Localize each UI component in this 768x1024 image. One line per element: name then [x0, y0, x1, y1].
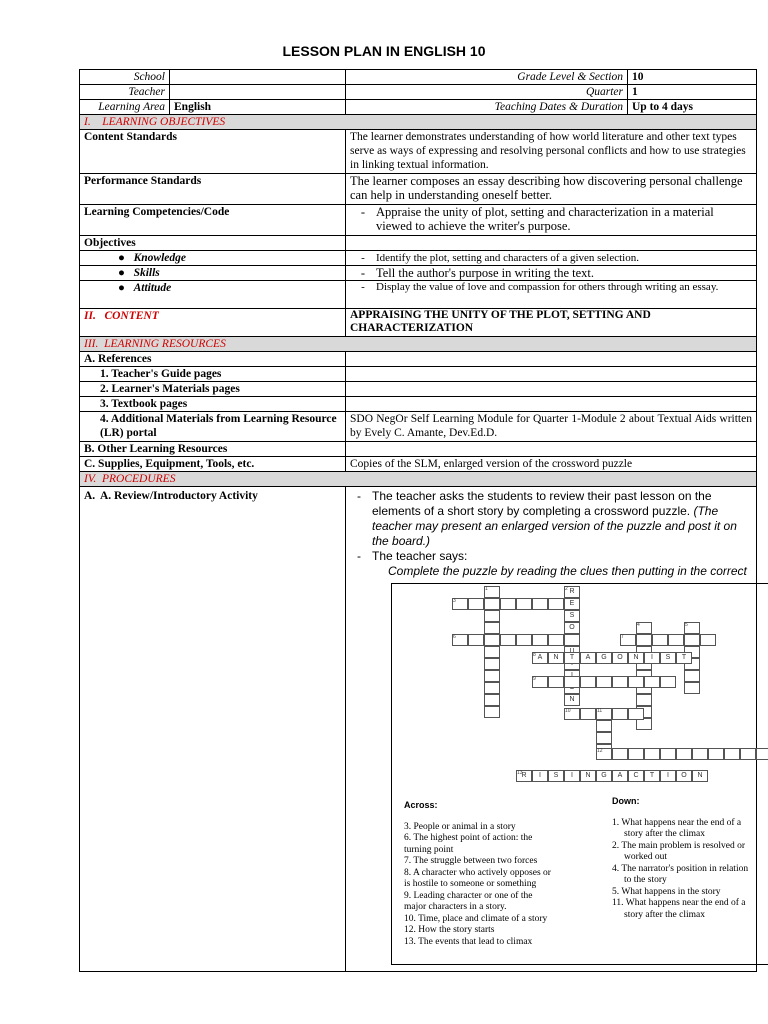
across-clue: 7. The struggle between two forces — [404, 856, 538, 866]
crossword-cell[interactable] — [684, 670, 700, 682]
crossword-cell[interactable] — [484, 694, 500, 706]
crossword-cell[interactable] — [700, 634, 716, 646]
crossword-cell[interactable] — [468, 634, 484, 646]
crossword-cell[interactable] — [740, 748, 756, 760]
crossword-cell[interactable]: G — [596, 652, 612, 664]
crossword-cell[interactable] — [564, 676, 580, 688]
attitude-label: Attitude — [133, 282, 172, 294]
down-clue: 4. The narrator's position in relation — [612, 863, 749, 874]
across-clue: 9. Leading character or one of the — [404, 890, 533, 901]
down-clue: story after the climax — [624, 829, 705, 839]
content-heading: II. CONTENT — [80, 309, 346, 337]
review-cell: - The teacher asks the students to review their past lesson on the elements of a short story by completing a crossword puzzle. (The teacher may present an enlarged version of the puzzle and post it on the board.) - The teacher says: Complete the puzzle by reading the clues then putting in the correct Across: 3. People or animal in a story 6. The highest point of action: the turning point 7. The struggle between two forces 8. A character who actively opposes or is hostile to someone or something 9. Leading character or one of the major characters in a story. 10. Time, place and climate of a story 12. How the story starts 13. The events that lead to climax Down: 1. What happens near the end of a story after the climax 2. The main problem is resolved or worked out 4. The narrator's position in relation to the story 5. What happens in the story 11. What happens near the end of a story after the climax 3 1 R E S O N 2 6 7 4 5 A N T A G O N I S T 8 9 10 11 12 R I S I N G A C T I O N 13 — [346, 487, 757, 972]
crossword-cell[interactable]: S — [564, 610, 580, 622]
crossword-cell[interactable] — [532, 598, 548, 610]
crossword-cell[interactable]: C — [628, 770, 644, 782]
crossword-cell[interactable] — [516, 634, 532, 646]
across-clue: 3. People or animal in a story — [404, 821, 516, 832]
area-value: English — [170, 100, 346, 115]
crossword-cell[interactable]: E — [564, 598, 580, 610]
crossword-cell[interactable]: N — [692, 770, 708, 782]
crossword-cell[interactable] — [484, 610, 500, 622]
down-heading: Down: — [612, 796, 640, 806]
crossword-cell[interactable]: N — [628, 652, 644, 664]
crossword-cell[interactable]: T — [676, 652, 692, 664]
crossword-cell[interactable]: I — [660, 770, 676, 782]
knowledge-cell: - Identify the plot, setting and characters of a given selection. — [346, 251, 757, 266]
clue-number: 8 — [533, 652, 536, 658]
across-clue: 10. Time, place and climate of a story — [404, 913, 548, 924]
knowledge-text: Identify the plot, setting and characters of a given selection. — [376, 252, 639, 264]
attitude-cell: - Display the value of love and compassion for others through writing an essay. — [346, 281, 757, 309]
crossword-cell[interactable]: O — [564, 622, 580, 634]
dates-value: Up to 4 days — [628, 100, 757, 115]
other-resources-label: B. Other Learning Resources — [80, 442, 346, 457]
across-clue: 13. The events that lead to climax — [404, 936, 533, 947]
crossword-cell[interactable]: R — [516, 770, 532, 782]
crossword-cell[interactable]: I — [532, 770, 548, 782]
puzzle-instruction: Complete the puzzle by reading the clues then putting in the correct — [388, 564, 747, 578]
clue-number: 11 — [597, 708, 603, 714]
clue-number: 9 — [533, 676, 536, 682]
crossword-cell[interactable]: G — [596, 770, 612, 782]
crossword-cell[interactable] — [628, 708, 644, 720]
clue-number: 3 — [453, 598, 456, 604]
crossword-cell[interactable]: O — [676, 770, 692, 782]
grade-value: 10 — [628, 70, 757, 85]
crossword-cell[interactable] — [484, 598, 500, 610]
across-clues — [404, 800, 604, 948]
crossword-cell[interactable] — [564, 634, 580, 646]
crossword-cell[interactable] — [644, 676, 660, 688]
crossword-cell[interactable] — [548, 676, 564, 688]
crossword-cell[interactable]: A — [532, 652, 548, 664]
crossword-cell[interactable] — [484, 658, 500, 670]
crossword-cell[interactable] — [484, 682, 500, 694]
crossword-cell[interactable] — [484, 646, 500, 658]
down-clue: 2. The main problem is resolved or — [612, 840, 746, 851]
clue-number: 4 — [637, 622, 640, 628]
performance-standards-text: The learner composes an essay describing how discovering personal challenge can help in understanding oneself better. — [346, 174, 757, 205]
crossword-cell[interactable] — [516, 598, 532, 610]
crossword-cell[interactable] — [612, 708, 628, 720]
lesson-plan-table — [79, 69, 757, 972]
down-clue: 5. What happens in the story — [612, 886, 721, 897]
crossword-cell[interactable] — [692, 748, 708, 760]
objectives-blank — [346, 236, 757, 251]
clue-number: 10 — [565, 708, 571, 714]
tb-label: 3. Textbook pages — [80, 397, 346, 412]
crossword-cell[interactable] — [660, 748, 676, 760]
page-title: LESSON PLAN IN ENGLISH 10 — [282, 43, 486, 59]
clue-number: 7 — [621, 634, 624, 640]
teacher-label: Teacher — [80, 85, 170, 100]
content-text: APPRAISING THE UNITY OF THE PLOT, SETTING AND CHARACTERIZATION — [346, 309, 757, 337]
crossword-cell[interactable]: A — [612, 770, 628, 782]
skills-label: Skills — [133, 267, 160, 279]
content-standards-text: The learner demonstrates understanding of how world literature and other text types serve as ways of expressing and resolving personal conflicts and how to use strategies in linking textual information. — [346, 130, 757, 174]
crossword-cell[interactable] — [580, 676, 596, 688]
attitude-text: Display the value of love and compassion for others through writing an essay. — [376, 281, 719, 293]
competencies-cell: - Appraise the unity of plot, setting and characterization in a material viewed to achieve the writer's purpose. — [346, 205, 757, 236]
crossword-cell[interactable] — [660, 676, 676, 688]
lm-blank — [346, 382, 757, 397]
clue-number: 12 — [597, 748, 603, 754]
lm-label: 2. Learner's Materials pages — [80, 382, 346, 397]
resources-heading: III. LEARNING RESOURCES — [80, 337, 757, 352]
content-standards-label: Content Standards — [80, 130, 346, 174]
crossword-puzzle — [391, 583, 768, 965]
crossword-cell[interactable] — [628, 748, 644, 760]
across-clue: is hostile to someone or something — [404, 879, 537, 889]
crossword-cell[interactable] — [468, 598, 484, 610]
crossword-cell[interactable] — [684, 634, 700, 646]
references-blank — [346, 352, 757, 367]
knowledge-row: ● Knowledge — [80, 251, 346, 266]
clue-number: 1 — [485, 586, 488, 592]
crossword-cell[interactable] — [612, 676, 628, 688]
objectives-heading: I. LEARNING OBJECTIVES — [80, 115, 757, 130]
down-clues — [612, 796, 768, 921]
competencies-text: Appraise the unity of plot, setting and characterization in a material viewed to achieve the writer's purpose. — [376, 205, 714, 233]
clue-number: 6 — [453, 634, 456, 640]
quarter-value: 1 — [628, 85, 757, 100]
supplies-text: Copies of the SLM, enlarged version of the crossword puzzle — [346, 457, 757, 472]
crossword-cell[interactable] — [532, 634, 548, 646]
supplies-label: C. Supplies, Equipment, Tools, etc. — [80, 457, 346, 472]
review-note: (The teacher may present an enlarged version of the puzzle and post it on the board.) — [372, 504, 737, 548]
quarter-label: Quarter — [346, 85, 628, 100]
other-blank — [346, 442, 757, 457]
grade-label: Grade Level & Section — [346, 70, 628, 85]
review-label: A. Review/Introductory Activity — [100, 490, 258, 502]
crossword-cell[interactable] — [676, 748, 692, 760]
tb-blank — [346, 397, 757, 412]
crossword-cell[interactable] — [596, 720, 612, 732]
across-heading: Across: — [404, 800, 438, 810]
crossword-cell[interactable] — [484, 622, 500, 634]
down-clue: 1. What happens near the end of a — [612, 817, 742, 828]
crossword-cell[interactable] — [484, 634, 500, 646]
crossword-cell[interactable] — [500, 598, 516, 610]
crossword-cell[interactable]: T — [644, 770, 660, 782]
crossword-cell[interactable] — [756, 748, 768, 760]
crossword-cell[interactable]: S — [660, 652, 676, 664]
teacher-says: The teacher says: — [372, 549, 468, 563]
crossword-cell[interactable] — [708, 748, 724, 760]
down-clue: 11. What happens near the end of a — [612, 898, 746, 908]
skills-text: Tell the author's purpose in writing the text. — [376, 266, 594, 280]
review-label-cell: A. A. Review/Introductory Activity — [80, 487, 346, 972]
across-clue: major characters in a story. — [404, 902, 507, 912]
skills-cell: - Tell the author's purpose in writing the text. — [346, 266, 757, 281]
crossword-cell[interactable] — [668, 634, 684, 646]
crossword-cell[interactable] — [500, 634, 516, 646]
crossword-cell[interactable] — [612, 748, 628, 760]
crossword-cell[interactable] — [548, 598, 564, 610]
lr-text: SDO NegOr Self Learning Module for Quarter 1-Module 2 about Textual Aids written by Evely C. Amante, Dev.Ed.D. — [346, 412, 757, 442]
crossword-cell[interactable]: T — [564, 652, 580, 664]
crossword-cell[interactable] — [644, 748, 660, 760]
clue-number: 2 — [565, 586, 568, 592]
tg-blank — [346, 367, 757, 382]
area-label: Learning Area — [80, 100, 170, 115]
crossword-cell[interactable]: R — [564, 586, 580, 598]
procedures-heading: IV. PROCEDURES — [80, 472, 757, 487]
crossword-cell[interactable] — [484, 670, 500, 682]
crossword-cell[interactable] — [580, 708, 596, 720]
crossword-cell[interactable] — [596, 676, 612, 688]
dates-label: Teaching Dates & Duration — [346, 100, 628, 115]
clue-number: 13 — [517, 770, 523, 776]
across-clue: 12. How the story starts — [404, 925, 495, 935]
school-label: School — [80, 70, 170, 85]
crossword-cell[interactable]: I — [564, 770, 580, 782]
competencies-label: Learning Competencies/Code — [80, 205, 346, 236]
tg-label: 1. Teacher's Guide pages — [80, 367, 346, 382]
crossword-cell[interactable] — [684, 682, 700, 694]
crossword-cell[interactable]: N — [548, 652, 564, 664]
crossword-cell[interactable]: N — [580, 770, 596, 782]
crossword-cell[interactable]: S — [548, 770, 564, 782]
crossword-cell[interactable] — [484, 706, 500, 718]
crossword-cell[interactable] — [724, 748, 740, 760]
crossword-cell[interactable] — [636, 694, 652, 706]
crossword-cell[interactable] — [548, 634, 564, 646]
clue-number: 5 — [685, 622, 688, 628]
crossword-cell[interactable] — [628, 676, 644, 688]
objectives-label: Objectives — [80, 236, 346, 251]
crossword-cell[interactable] — [652, 634, 668, 646]
crossword-cell[interactable]: A — [580, 652, 596, 664]
attitude-row: ● Attitude — [80, 281, 346, 309]
across-clue: 6. The highest point of action: the — [404, 833, 533, 843]
crossword-cell[interactable]: I — [644, 652, 660, 664]
across-clue: turning point — [404, 844, 454, 855]
lr-label: 4. Additional Materials from Learning Resource (LR) portal — [80, 412, 346, 442]
performance-standards-label: Performance Standards — [80, 174, 346, 205]
knowledge-label: Knowledge — [133, 252, 186, 264]
crossword-cell[interactable]: N — [564, 694, 580, 706]
school-value — [170, 70, 346, 85]
down-clue: worked out — [624, 852, 668, 862]
crossword-cell[interactable] — [596, 732, 612, 744]
teacher-value — [170, 85, 346, 100]
review-text: The teacher asks the students to review their past lesson on the elements of a short story by completing a crossword puzzle. — [372, 489, 712, 518]
skills-row: ● Skills — [80, 266, 346, 281]
across-clue: 8. A character who actively opposes or — [404, 867, 551, 878]
crossword-cell[interactable]: O — [612, 652, 628, 664]
down-clue: to the story — [624, 875, 667, 885]
references-label: A. References — [80, 352, 346, 367]
crossword-cell[interactable] — [636, 634, 652, 646]
down-clue: story after the climax — [624, 909, 705, 920]
